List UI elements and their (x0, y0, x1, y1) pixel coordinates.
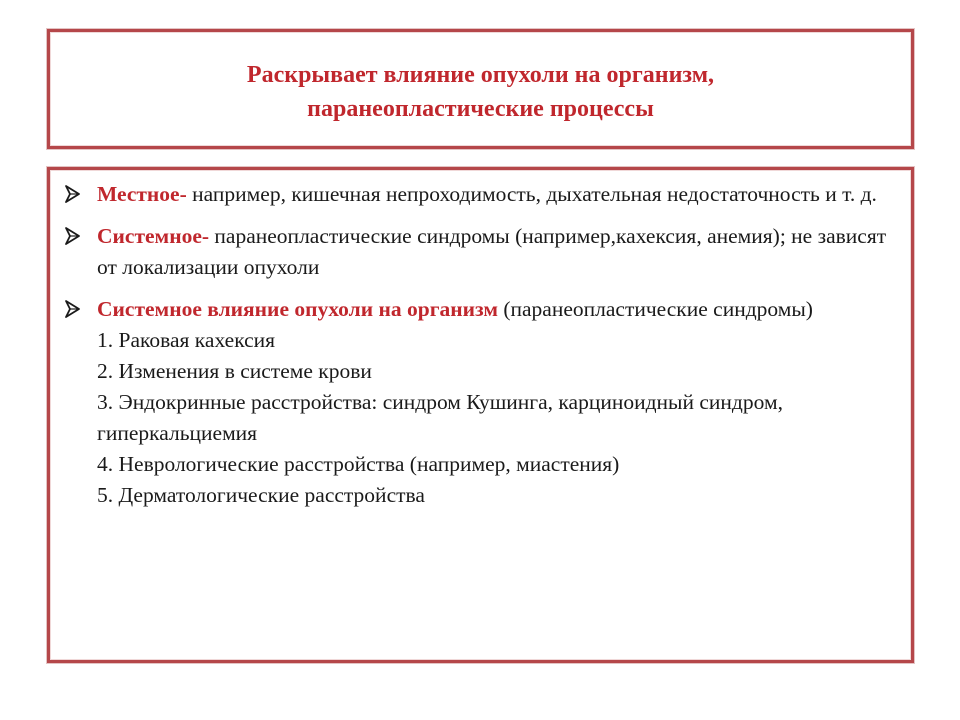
slide-title (50, 58, 911, 126)
list-item-systemic-influence (63, 294, 891, 511)
subitem-3: 3. Эндокринные расстройства: синдром Кушинга, карциноидный синдром, гиперкальциемия (97, 390, 783, 445)
subitem-2: 2. Изменения в системе крови (97, 359, 372, 383)
subitem-4: 4. Неврологические расстройства (например, миастения) (97, 452, 620, 476)
item-text: (паранеопластические синдромы) (497, 297, 813, 321)
item-text: паранеопластические синдромы (например,кахексия, анемия); не зависят от локализации опухоли (97, 224, 887, 279)
bullet-list (63, 179, 891, 522)
slide-title-line-1: Раскрывает влияние опухоли на организм, (246, 62, 715, 88)
title-box (47, 29, 914, 149)
list-item-systemic (63, 221, 891, 283)
subitem-1: 1. Раковая кахексия (97, 328, 276, 352)
subitem-5: 5. Дерматологические расстройства (97, 483, 425, 507)
item-lead: Местное- (97, 182, 187, 206)
arrow-bullet-icon (63, 180, 85, 208)
list-item-local (63, 179, 891, 210)
content-box (47, 167, 914, 663)
slide-title-line-2: паранеопластические процессы (307, 96, 654, 122)
arrow-bullet-icon (63, 295, 85, 323)
item-lead: Системное- (97, 224, 210, 248)
item-lead: Системное влияние опухоли на организм (97, 297, 498, 321)
item-text: например, кишечная непроходимость, дыхательная недостаточность и т. д. (186, 182, 877, 206)
arrow-bullet-icon (63, 222, 85, 250)
